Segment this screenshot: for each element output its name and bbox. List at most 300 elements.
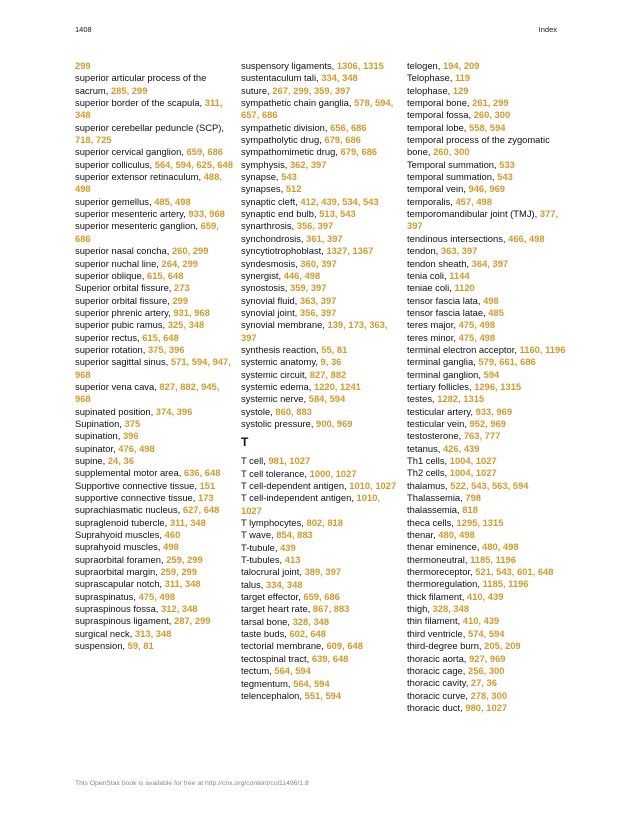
page-references[interactable]: 55, 81	[321, 343, 348, 355]
index-entry	[241, 678, 401, 690]
index-entry	[75, 628, 235, 640]
page-references[interactable]: 9, 36	[320, 356, 342, 368]
index-term: thick filament,	[407, 590, 467, 602]
index-entry	[241, 307, 401, 319]
page-references[interactable]: 375	[124, 417, 141, 429]
page-references[interactable]: 1306, 1315	[336, 60, 384, 71]
index-entry	[241, 492, 401, 517]
index-term: superior vena cava,	[75, 380, 160, 392]
index-entry	[407, 418, 567, 430]
page-references[interactable]: 1004, 1027	[449, 467, 497, 479]
page-references[interactable]: 480, 498	[482, 541, 519, 553]
index-entry	[407, 492, 567, 504]
index-term: tertiary follicles,	[407, 380, 475, 392]
index-entry	[407, 245, 567, 257]
index-entry	[241, 640, 401, 652]
index-entry	[241, 233, 401, 245]
page-references[interactable]: 375, 396	[147, 343, 185, 355]
page-references[interactable]: 59, 81	[127, 640, 154, 652]
page-references[interactable]: 931, 968	[173, 306, 210, 318]
index-term: synarthrosis,	[241, 220, 297, 232]
index-entry	[75, 578, 235, 590]
page-references[interactable]: 362, 397	[289, 158, 327, 170]
page-references[interactable]: 410, 439	[466, 590, 504, 602]
page-references[interactable]: 900, 969	[316, 417, 353, 429]
page-references[interactable]: 194, 209	[442, 60, 480, 71]
index-term: systole,	[241, 405, 276, 417]
index-term: superior cervical ganglion,	[75, 146, 187, 158]
index-term: telophase,	[407, 84, 453, 96]
index-entry	[407, 307, 567, 319]
index-entry	[241, 171, 401, 183]
index-entry	[241, 97, 401, 122]
page-references[interactable]: 659, 686	[186, 146, 224, 158]
page-references[interactable]: 260, 300	[473, 109, 511, 121]
index-entry	[75, 640, 235, 652]
index-entry	[407, 517, 567, 529]
page-references[interactable]: 24, 36	[107, 455, 134, 466]
page-references[interactable]: 273	[174, 282, 190, 294]
index-entry	[407, 258, 567, 270]
index-entry	[407, 122, 567, 134]
index-term: systemic circuit,	[241, 368, 310, 380]
index-term: superior pubic ramus,	[75, 319, 168, 331]
index-entry	[241, 134, 401, 146]
index-term: tendinous intersections,	[407, 232, 509, 244]
page-references[interactable]: 363, 397	[299, 294, 337, 306]
index-entry	[75, 307, 235, 319]
page-references[interactable]: 173	[197, 492, 214, 504]
index-term: systemic anatomy,	[241, 356, 321, 368]
page-references[interactable]: 827, 882, 945, 968	[75, 380, 220, 405]
index-term: superior articular process of the sacrum,	[75, 72, 207, 96]
page-references[interactable]: 1296, 1315	[474, 380, 522, 392]
index-term: thermoreceptor,	[407, 566, 476, 578]
index-entry	[241, 344, 401, 356]
index-term: synergist,	[241, 269, 284, 281]
index-term: superior cerebellar peduncle (SCP),	[75, 121, 225, 133]
page-references[interactable]: 802, 818	[306, 517, 343, 529]
page-references[interactable]: 475, 498	[458, 319, 496, 331]
page-references[interactable]: 139, 173, 363, 397	[241, 319, 388, 343]
page-references[interactable]: 818	[462, 504, 478, 516]
index-entry	[407, 480, 567, 492]
page-references[interactable]: 460	[164, 529, 181, 541]
index-term: suspension,	[75, 640, 128, 652]
page-references[interactable]: 763, 777	[463, 430, 501, 442]
page-references[interactable]: 627, 648	[182, 504, 220, 516]
index-entry	[407, 554, 567, 566]
index-term: supplemental motor area,	[75, 467, 184, 479]
page-references[interactable]: 278, 300	[470, 689, 508, 701]
index-entry	[407, 615, 567, 627]
index-entry	[75, 122, 235, 147]
index-entry	[75, 517, 235, 529]
index-term: temporomandibular joint (TMJ),	[407, 208, 540, 220]
page-references[interactable]: 356, 397	[296, 220, 334, 232]
page-references[interactable]: 636, 648	[183, 467, 221, 479]
page-references[interactable]: 457, 498	[455, 195, 492, 207]
page-references[interactable]: 609, 648	[326, 640, 363, 652]
index-entry	[75, 381, 235, 406]
index-entry	[75, 171, 235, 196]
index-term: testosterone,	[407, 430, 464, 442]
index-entry	[241, 245, 401, 257]
index-entry	[407, 381, 567, 393]
page-references[interactable]: 602, 648	[289, 628, 326, 640]
page-references[interactable]: 927, 969	[469, 652, 506, 664]
index-term: tegmentum,	[241, 677, 294, 689]
page-references[interactable]: 498	[163, 541, 179, 553]
index-entry	[407, 628, 567, 640]
index-term: talus,	[241, 578, 267, 590]
page-references[interactable]: 119	[454, 72, 471, 84]
index-entry	[407, 270, 567, 282]
index-entry	[75, 332, 235, 344]
page-references[interactable]: 551, 594	[304, 689, 342, 701]
page-references[interactable]: 299	[172, 294, 189, 306]
index-entry	[75, 529, 235, 541]
page-references[interactable]: 656, 686	[330, 121, 367, 133]
page-references[interactable]: 412, 439, 534, 543	[300, 195, 379, 207]
index-term: superior phrenic artery,	[75, 306, 174, 318]
index-term: target heart rate,	[241, 603, 313, 615]
page-references[interactable]: 334, 348	[321, 72, 358, 84]
index-term: superior nasal concha,	[75, 245, 172, 257]
page-references[interactable]: 475, 498	[138, 590, 176, 602]
index-entry	[241, 146, 401, 158]
page-references[interactable]: 313, 348	[134, 627, 172, 639]
index-entry	[75, 554, 235, 566]
index-entry	[407, 603, 567, 615]
index-term: T cell tolerance,	[241, 467, 310, 479]
index-entry	[407, 640, 567, 652]
page-references[interactable]: 259, 299	[160, 566, 197, 578]
page-references[interactable]: 480, 498	[438, 529, 475, 541]
page-references[interactable]: 259, 299	[166, 553, 203, 565]
index-entry	[241, 381, 401, 393]
page-references[interactable]: 615, 648	[142, 331, 179, 343]
page-references[interactable]: 1160, 1196	[519, 343, 566, 355]
index-entry	[407, 566, 567, 578]
page-references[interactable]: 533	[499, 158, 515, 170]
page-references[interactable]: 952, 969	[469, 417, 507, 429]
index-term: synostosis,	[241, 282, 290, 294]
index-entry	[75, 319, 235, 331]
index-term: Th1 cells,	[407, 455, 450, 466]
page-references[interactable]: 1185, 1196	[470, 553, 516, 565]
page-references[interactable]: 867, 883	[312, 603, 350, 615]
page-references[interactable]: 466, 498	[508, 232, 545, 244]
index-term: sympathomimetic drug,	[241, 146, 341, 158]
index-entry	[241, 295, 401, 307]
index-term: sympathetic division,	[241, 121, 331, 133]
page-references[interactable]: 359, 397	[289, 282, 327, 294]
index-entry	[241, 603, 401, 615]
page-references[interactable]: 374, 396	[155, 405, 193, 417]
index-entry	[241, 183, 401, 195]
page-references[interactable]: 285, 299	[110, 84, 148, 96]
index-term: systemic nerve,	[241, 393, 309, 405]
index-term: supraglenoid tubercle,	[75, 516, 170, 528]
index-term: tectorial membrane,	[241, 640, 327, 652]
index-entry	[407, 97, 567, 109]
page-references[interactable]: 311, 348	[75, 97, 223, 121]
index-term: sympathetic chain ganglia,	[241, 97, 355, 109]
page-references[interactable]: 328, 348	[292, 615, 330, 627]
index-term: thermoregulation,	[407, 578, 483, 590]
page-references[interactable]: 718, 725	[75, 134, 112, 146]
page-references[interactable]: 1000, 1027	[309, 467, 357, 479]
index-entry	[75, 356, 235, 381]
index-term: suprahyoid muscles,	[75, 541, 164, 553]
page-references[interactable]: 521, 543, 601, 648	[475, 566, 554, 578]
index-term: superior nuchal line,	[75, 257, 162, 269]
index-entry	[75, 97, 235, 122]
page-references[interactable]: 1220, 1241	[313, 380, 361, 392]
index-term: thoracic curve,	[407, 689, 471, 701]
index-entry	[75, 541, 235, 553]
index-entry	[407, 85, 567, 97]
page-references[interactable]: 389, 397	[304, 566, 342, 578]
index-entry	[241, 85, 401, 97]
page-references[interactable]: 584, 594	[308, 393, 346, 405]
index-term: superior border of the scapula,	[75, 97, 205, 109]
page-references[interactable]: 396	[122, 430, 139, 442]
page-references[interactable]: 1120	[454, 282, 475, 294]
page-references[interactable]: 574, 594	[467, 627, 505, 639]
index-term: third-degree burn,	[407, 640, 485, 652]
page-references[interactable]: 311, 348	[164, 578, 201, 590]
index-term: Supination,	[75, 417, 125, 429]
page-references[interactable]: 27, 36	[470, 677, 497, 689]
page-references[interactable]: 377, 397	[407, 208, 559, 232]
page-references[interactable]: 946, 969	[468, 183, 505, 195]
index-entry	[75, 566, 235, 578]
index-term: superior orbital fissure,	[75, 294, 173, 306]
index-term: superior rectus,	[75, 331, 143, 343]
letter-heading: T	[241, 435, 249, 450]
index-entry	[75, 418, 235, 430]
page-references[interactable]: 498	[483, 294, 499, 306]
index-entry	[407, 665, 567, 677]
index-entry	[407, 455, 567, 467]
page-references[interactable]: 615, 648	[146, 269, 184, 281]
index-term: Temporal summation,	[407, 158, 500, 170]
index-entry	[407, 295, 567, 307]
index-entry	[75, 406, 235, 418]
index-term: sympatholytic drug,	[241, 134, 325, 146]
index-entry	[241, 406, 401, 418]
page-references[interactable]: 488, 498	[75, 171, 222, 195]
index-entry	[241, 455, 401, 467]
page-references[interactable]: 579, 661, 686	[478, 356, 536, 368]
page-references[interactable]: 328, 348	[432, 603, 470, 615]
index-entry	[407, 702, 567, 714]
index-entry	[75, 603, 235, 615]
index-entry	[407, 183, 567, 195]
page-references[interactable]: 798	[465, 492, 482, 504]
page-references[interactable]: 933, 969	[475, 405, 513, 417]
page-references[interactable]: 334, 348	[266, 578, 303, 590]
index-term: synapses,	[241, 183, 286, 195]
page-references[interactable]: 639, 648	[311, 652, 349, 664]
page-references[interactable]: 361, 397	[306, 232, 343, 244]
index-entry	[407, 677, 567, 689]
page-references[interactable]: 476, 498	[118, 442, 155, 454]
index-term: tectum,	[241, 665, 275, 677]
index-term: T cell-independent antigen,	[241, 492, 357, 504]
page-references[interactable]: 1295, 1315	[456, 516, 504, 528]
page-references[interactable]: 1010, 1027	[241, 492, 381, 516]
index-term: supination,	[75, 430, 123, 442]
index-entry	[407, 443, 567, 455]
index-entry	[75, 60, 235, 72]
page-references[interactable]: 485	[488, 306, 504, 318]
page-references[interactable]: 564, 594	[293, 677, 330, 689]
page-references[interactable]: 299	[75, 60, 91, 71]
index-entry	[75, 455, 235, 467]
index-term: superior gemellus,	[75, 195, 155, 207]
index-term: synovial membrane,	[241, 319, 328, 331]
index-entry	[75, 615, 235, 627]
page-references[interactable]: 475, 498	[458, 331, 496, 343]
page-references[interactable]: 1282, 1315	[437, 393, 485, 405]
page-references[interactable]: 256, 300	[467, 664, 505, 676]
index-term: T cell,	[241, 455, 269, 467]
page-references[interactable]: 311, 348	[169, 516, 206, 528]
page-references[interactable]: 679, 686	[324, 134, 361, 146]
page-references[interactable]: 129	[452, 84, 469, 96]
page-references[interactable]: 1185, 1196	[482, 578, 529, 590]
page-references[interactable]: 485, 498	[154, 195, 191, 207]
page-references[interactable]: 364, 397	[471, 257, 509, 269]
page-references[interactable]: 543	[497, 171, 513, 183]
page-references[interactable]: 325, 348	[167, 319, 205, 331]
page-references[interactable]: 356, 397	[299, 306, 337, 318]
index-term: sustentaculum tali,	[241, 72, 322, 84]
page-references[interactable]: 558, 594	[469, 121, 506, 133]
page-references[interactable]: 933, 968	[188, 208, 225, 220]
index-term: T cell-dependent antigen,	[241, 480, 350, 491]
index-entry	[407, 344, 567, 356]
index-entry	[407, 134, 567, 159]
page-references[interactable]: 564, 594	[274, 665, 311, 677]
index-entry	[241, 418, 401, 430]
page-references[interactable]: 827, 882	[309, 368, 347, 380]
index-term: tensor fascia lata,	[407, 294, 484, 306]
index-term: suprascapular notch,	[75, 578, 165, 590]
page-references[interactable]: 312, 348	[161, 603, 198, 615]
page-references[interactable]: 522, 543, 563, 594	[450, 479, 529, 491]
index-term: terminal electron acceptor,	[407, 343, 520, 355]
index-term: supinator,	[75, 442, 119, 454]
index-entry	[241, 122, 401, 134]
page-references[interactable]: 543	[281, 171, 297, 183]
page-references[interactable]: 513, 543	[319, 208, 356, 220]
section-title: Index	[538, 25, 557, 34]
page-references[interactable]: 413	[284, 554, 301, 566]
page-references[interactable]: 578, 594, 657, 686	[241, 97, 394, 121]
page-references[interactable]: 981, 1027	[268, 455, 311, 467]
index-term: supraorbital foramen,	[75, 553, 167, 565]
page-references[interactable]: 512	[285, 183, 302, 195]
page-references[interactable]: 679, 686	[340, 146, 378, 158]
page-references[interactable]: 426, 439	[442, 442, 480, 454]
index-entry	[241, 628, 401, 640]
page-references[interactable]: 264, 299	[161, 257, 199, 269]
index-term: symphysis,	[241, 158, 290, 170]
index-term: Suprahyoid muscles,	[75, 529, 165, 541]
index-term: terminal ganglion,	[407, 368, 484, 380]
page-references[interactable]: 205, 209	[484, 640, 521, 652]
index-entry	[241, 566, 401, 578]
page-references[interactable]: 439	[280, 541, 296, 553]
index-entry	[75, 443, 235, 455]
index-term: syndesmosis,	[241, 257, 301, 269]
index-entry	[407, 109, 567, 121]
page-references[interactable]: 363, 397	[440, 245, 478, 257]
index-term: terminal ganglia,	[407, 356, 479, 368]
page-references[interactable]: 860, 883	[275, 405, 312, 417]
index-term: superior mesenteric artery,	[75, 208, 189, 220]
index-term: supine,	[75, 455, 108, 466]
page-references[interactable]: 260, 300	[433, 146, 470, 158]
page-references[interactable]: 446, 498	[283, 269, 321, 281]
index-term: thoracic cavity,	[407, 677, 471, 689]
index-term: superior mesenteric ganglion,	[75, 220, 201, 232]
page-references[interactable]: 360, 397	[300, 257, 337, 269]
index-entry	[407, 72, 567, 84]
index-entry	[75, 146, 235, 158]
page-references[interactable]: 659, 686	[303, 591, 340, 603]
index-term: theca cells,	[407, 516, 457, 528]
page-references[interactable]: 564, 594, 625, 648	[154, 158, 233, 170]
page-references[interactable]: 260, 299	[171, 245, 209, 257]
index-term: talocrural joint,	[241, 566, 305, 578]
page-references[interactable]: 854, 883	[276, 529, 313, 541]
page-references[interactable]: 1004, 1027	[449, 455, 497, 466]
index-entry	[407, 282, 567, 294]
page-references[interactable]: 1144	[449, 269, 470, 281]
index-entry	[407, 369, 567, 381]
page-references[interactable]: 267, 299, 359, 397	[272, 84, 351, 96]
page-references[interactable]: 151	[199, 479, 216, 491]
index-term: temporal process of the zygomatic bone,	[407, 134, 550, 158]
page-references[interactable]: 410, 439	[462, 615, 500, 627]
index-entry	[407, 196, 567, 208]
index-entry	[75, 270, 235, 282]
page-references[interactable]: 659, 686	[75, 220, 219, 244]
index-entry	[407, 541, 567, 553]
index-term: tenia coli,	[407, 269, 450, 281]
page-references[interactable]: 287, 299	[174, 615, 211, 627]
index-term: temporal lobe,	[407, 121, 470, 133]
index-entry	[407, 319, 567, 331]
page-references[interactable]: 594	[483, 368, 500, 380]
index-entry	[241, 393, 401, 405]
page-references[interactable]: 571, 594, 947, 968	[75, 356, 231, 380]
page-references[interactable]: 261, 299	[472, 97, 509, 109]
page-references[interactable]: 980, 1027	[465, 701, 508, 713]
index-term: synovial joint,	[241, 306, 300, 318]
index-term: synchondrosis,	[241, 232, 307, 244]
index-term: temporal summation,	[407, 171, 498, 183]
page-references[interactable]: 1010, 1027	[349, 480, 397, 491]
index-column-3	[407, 60, 567, 714]
page-references[interactable]: 1327, 1367	[326, 245, 374, 257]
index-entry	[241, 196, 401, 208]
